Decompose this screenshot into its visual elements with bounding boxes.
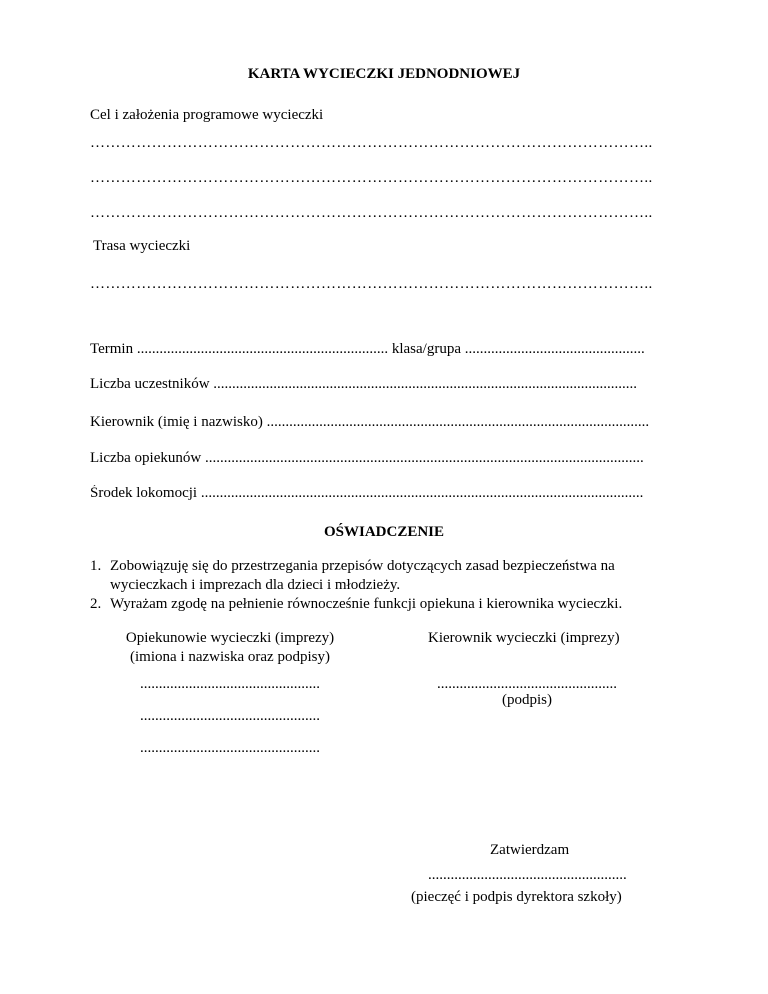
- statement-item: [90, 557, 680, 595]
- approval-caption: (pieczęć i podpis dyrektora szkoły): [411, 889, 622, 905]
- term-fill: ...................................................................: [136, 341, 389, 357]
- approval-label: Zatwierdzam: [490, 842, 570, 858]
- guardians-signature-subtitle: (imiona i nazwiska oraz podpisy): [130, 649, 330, 665]
- transport-row: [90, 485, 670, 502]
- transport-label: Środek lokomocji: [90, 485, 198, 501]
- approval-signature-line: .....................................................: [428, 867, 627, 883]
- participants-row: [90, 376, 670, 393]
- participants-label: Liczba uczestników: [90, 376, 210, 392]
- participants-fill: .................................................................................................................: [213, 376, 638, 392]
- group-fill: ................................................: [464, 341, 645, 357]
- statement-heading: OŚWIADCZENIE: [323, 524, 445, 540]
- statement-item: [90, 595, 680, 614]
- guardian-signature-line-1: ................................................: [140, 676, 320, 692]
- leader-row: [90, 414, 670, 431]
- route-fill-line: ………………………………………………………………………………………………..: [90, 276, 653, 292]
- statement-item-number: 1.: [90, 558, 102, 574]
- guardians-signature-title: Opiekunowie wycieczki (imprezy): [125, 630, 335, 646]
- guardian-signature-line-2: ................................................: [140, 708, 320, 724]
- statement-item-text-cont: wycieczkach i imprezach dla dzieci i młodzieży.: [110, 577, 401, 593]
- statement-item-text: Zobowiązuję się do przestrzegania przepisów dotyczących zasad bezpieczeństwa na: [110, 558, 615, 574]
- group-label: klasa/grupa: [391, 341, 461, 357]
- term-row: [90, 341, 670, 358]
- document-title: KARTA WYCIECZKI JEDNODNIOWEJ: [247, 66, 521, 82]
- statement-heading-wrap: [0, 524, 768, 541]
- leader-fill: ......................................................................................................: [266, 414, 650, 430]
- guardian-signature-line-3: ................................................: [140, 740, 320, 756]
- statement-item-text: Wyrażam zgodę na pełnienie równocześnie funkcji opiekuna i kierownika wycieczki.: [110, 596, 623, 612]
- leader-signature-line: ................................................: [437, 676, 617, 692]
- leader-signature-caption: (podpis): [502, 692, 552, 708]
- goals-fill-line-3: ………………………………………………………………………………………………..: [90, 205, 653, 221]
- statement-item-number: 2.: [90, 596, 102, 612]
- route-label: Trasa wycieczki: [93, 238, 191, 254]
- transport-fill: ......................................................................................................................: [200, 485, 644, 501]
- guardians-row: [90, 450, 670, 467]
- goals-fill-line-1: ………………………………………………………………………………………………..: [90, 135, 653, 151]
- leader-signature-title: Kierownik wycieczki (imprezy): [428, 630, 620, 646]
- guardians-label: Liczba opiekunów: [90, 450, 202, 466]
- leader-label: Kierownik (imię i nazwisko): [90, 414, 263, 430]
- goals-label: Cel i założenia programowe wycieczki: [90, 107, 324, 123]
- statement-list: [90, 557, 680, 614]
- term-label: Termin: [90, 341, 134, 357]
- guardians-fill: .....................................................................................................................: [204, 450, 644, 466]
- goals-fill-line-2: ………………………………………………………………………………………………..: [90, 170, 653, 186]
